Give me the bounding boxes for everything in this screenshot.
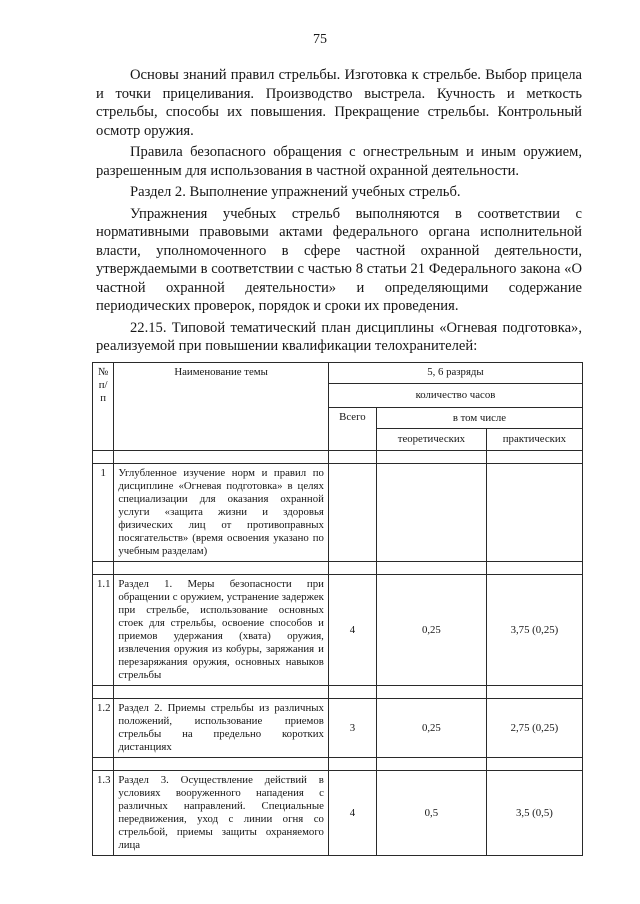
header-num: № п/п <box>93 363 114 451</box>
header-name: Наименование темы <box>114 363 329 451</box>
row-name: Раздел 2. Приемы стрельбы из различных положений, использование приемов стрельбы на предельно коротких дистанциях <box>114 699 329 758</box>
paragraph-shooting-basics: Основы знаний правил стрельбы. Изготовка к стрельбе. Выбор прицела и точки прицеливания. Производство выстрела. Кучность и меткость стрельбы, способы их повышения. Прекращение стрельбы. Контрольный осмотр оружия. <box>96 67 582 139</box>
row-name: Раздел 1. Меры безопасности при обращении с оружием, устранение задержек при стрельбе, использование основных стоек для стрельбы, освоение способов и приемов удержания (хвата) оружия, извлечения оружия из кобуры, заряжания и перезаряжания оружия, основных навыков стрельбы <box>114 575 329 686</box>
row-total: 4 <box>328 771 376 856</box>
row-practical: 3,5 (0,5) <box>486 771 582 856</box>
paragraph-exercises: Упражнения учебных стрельб выполняются в соответствии с нормативными правовыми актами федерального органа исполнительной власти, уполномоченного в сфере частной охранной деятельности, утверждаемыми в соответствии с частью 8 статьи 21 Федерального закона «О частной охранной деятельности» и определяющими содержание периодических проверок, порядок и сроки их проведения. <box>96 205 582 314</box>
row-theoretical <box>376 464 486 562</box>
row-total: 4 <box>328 575 376 686</box>
header-including: в том числе <box>376 408 582 429</box>
paragraph-section-2: Раздел 2. Выполнение упражнений учебных стрельб. <box>130 184 461 200</box>
table-row <box>93 464 583 562</box>
header-practical: практических <box>486 429 582 451</box>
table-row <box>93 699 583 758</box>
row-theoretical: 0,25 <box>376 575 486 686</box>
row-name: Раздел 3. Осуществление действий в условиях вооруженного нападения с различных направлений. Специальные передвижения, уход с линии огня со стрельбой, приемы защиты охраняемого лица <box>114 771 329 856</box>
row-total <box>328 464 376 562</box>
thematic-plan-table <box>92 362 583 856</box>
row-num: 1.2 <box>93 699 114 758</box>
row-num: 1.1 <box>93 575 114 686</box>
paragraph-plan-intro: 22.15. Типовой тематический план дисциплины «Огневая подготовка», реализуемой при повышении квалификации телохранителей: <box>96 319 582 354</box>
row-name: Углубленное изучение норм и правил по дисциплине «Огневая подготовка» в целях специализации для оказания охранной услуги «защита жизни и здоровья физических лиц от противоправных посягательств» (время освоения указано по учебным разделам) <box>114 464 329 562</box>
row-practical: 3,75 (0,25) <box>486 575 582 686</box>
row-num: 1 <box>93 464 114 562</box>
body-text <box>96 66 582 356</box>
row-total: 3 <box>328 699 376 758</box>
header-total: Всего <box>328 408 376 451</box>
header-theoretical: теоретических <box>376 429 486 451</box>
row-theoretical: 0,5 <box>376 771 486 856</box>
row-theoretical: 0,25 <box>376 699 486 758</box>
header-hours: количество часов <box>328 384 582 408</box>
table-row <box>93 771 583 856</box>
row-practical: 2,75 (0,25) <box>486 699 582 758</box>
row-practical <box>486 464 582 562</box>
page-number: 75 <box>313 32 327 47</box>
row-num: 1.3 <box>93 771 114 856</box>
paragraph-safety-rules: Правила безопасного обращения с огнестрельным и иным оружием, разрешенным для использования в частной охранной деятельности. <box>96 144 582 179</box>
header-grade: 5, 6 разряды <box>328 363 582 384</box>
table-row <box>93 575 583 686</box>
